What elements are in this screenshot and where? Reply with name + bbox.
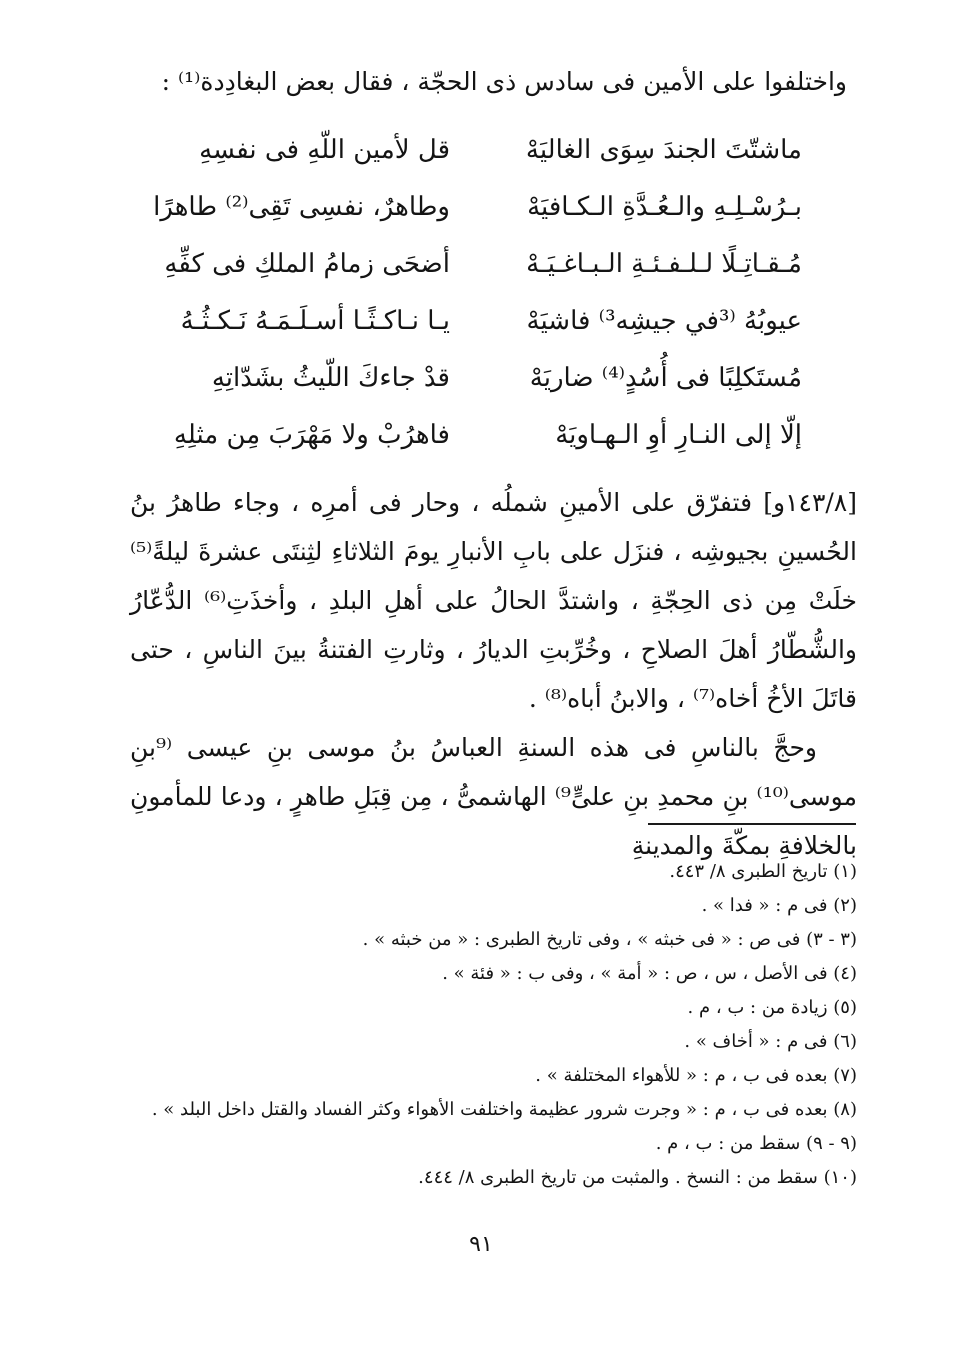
footnote: (٦) فى م : « أخاف » . (684, 1031, 857, 1052)
page-number: ٩١ (469, 1232, 493, 1257)
footnote: (٧) بعده فى ب ، م : « للأهواء المختلفة » . (535, 1065, 857, 1086)
poem-verse (150, 296, 802, 353)
footnote: (٢) فى م : « فدا » . (701, 895, 857, 916)
verse-second-hemistich: بـرُسْـلِـهِ والـعُـدَّةِ الـكـافيَهْ (527, 192, 802, 222)
poem-verse (150, 410, 802, 467)
intro-line: واختلفوا على الأمين فى سادس ذى الحجّة ، فقال بعض البغادِدة⁽¹⁾ : (161, 67, 847, 96)
body-text (130, 478, 857, 870)
footnote: (٤) فى الأصل ، س ، ص : « أمة » ، وفى ب : « فئة » . (442, 963, 857, 984)
footnote: (١٠) سقط من : النسخ . والمثبت من تاريخ الطبرى ٨/ ٤٤٤. (418, 1167, 857, 1188)
poem-verse (150, 182, 802, 239)
poem-verse (150, 239, 802, 296)
verse-second-hemistich: مُستَكلِبًا فى أُسُدٍ⁽⁴⁾ ضاريَهْ (529, 363, 802, 393)
verse-first-hemistich: أضحَى زمامُ الملكِ فى كفِّهِ (164, 249, 450, 279)
paragraph: [١٤٣/٨و] فتفرّق على الأمينِ شملُه ، وحار فى أمرِه ، وجاء طاهرُ بنُ الحُسينِ بجيوشِه ، فنزَل على بابِ الأنبارِ يومَ الثلاثاءِ لثِنتَى عشرةَ ليلةً⁽⁵⁾ خلَتْ مِن ذى الحِجّةِ ، واشتدَّ الحالُ على أهلِ البلدِ ، وأخذَتِ⁽⁶⁾ الدُّعّارُ والشُّطّارُ أهلَ الصلاحِ ، وخُرِّبتِ الديارُ ، وثارتِ الفتنةُ بينَ الناسِ ، حتى قاتَلَ الأخُ أخاه⁽⁷⁾ ، والابنُ أباه⁽⁸⁾ . (130, 488, 857, 713)
verse-first-hemistich: وطاهرٌ، نفسِى تَقِى⁽²⁾ طاهرًا (153, 192, 450, 222)
paragraph: وحجَّ بالناسِ فى هذه السنةِ العباسُ بنُ موسى بنِ عيسى ⁽⁹بنِ موسى⁽¹⁰⁾ بنِ محمدِ بنِ علىٍّ⁹⁾ الهاشمىُّ ، مِن قِبَلِ طاهرٍ ، ودعا للمأمونِ بالخلافةِ بمكّةَ والمدينةِ (130, 733, 857, 860)
verse-first-hemistich: فاهرُبْ ولا مَهْرَبَ مِن مثلِهِ (173, 420, 450, 450)
footnotes (110, 855, 857, 1195)
footnote-divider (648, 823, 856, 825)
footnote: (٩ - ٩) سقط من : ب ، م . (655, 1133, 857, 1154)
verse-first-hemistich: قدْ جاءكَ اللّيثُ بشَدّاتِهِ (211, 363, 450, 393)
poem (150, 125, 802, 467)
poem-verse (150, 353, 802, 410)
verse-second-hemistich: عيوبُهُ ⁽³في جيشِه³⁾ فاشيَهْ (526, 306, 802, 336)
verse-first-hemistich: قل لأمين اللّهِ فى نفسِهِ (199, 135, 450, 165)
verse-second-hemistich: مُـقـاتِـلًا لـلـفـئـةِ الـبـاغـيَـهْ (526, 249, 802, 279)
footnote: (٣ - ٣) فى ص : « فى خبثه » ، وفى تاريخ الطبرى : « من خبثه » . (362, 929, 857, 950)
footnote: (٥) زيادة من : ب ، م . (687, 997, 857, 1018)
poem-verse (150, 125, 802, 182)
footnote: (٨) بعده فى ب ، م : « وجرت شرور عظيمة واختلفت الأهواء وكثر الفساد والقتل داخل البلد » . (151, 1099, 857, 1120)
verse-second-hemistich: ماشتّتَ الجندَ سِوَى الغاليَهْ (525, 135, 802, 165)
footnote: (١) تاريخ الطبرى ٨/ ٤٤٣. (669, 861, 857, 882)
verse-first-hemistich: يـا نـاكـثًـا أسـلَـمَـهُ نَـكـثُـهُ (180, 306, 450, 336)
verse-second-hemistich: إلّا إلى النـارِ أوِ الـهـاويَهْ (555, 420, 802, 450)
